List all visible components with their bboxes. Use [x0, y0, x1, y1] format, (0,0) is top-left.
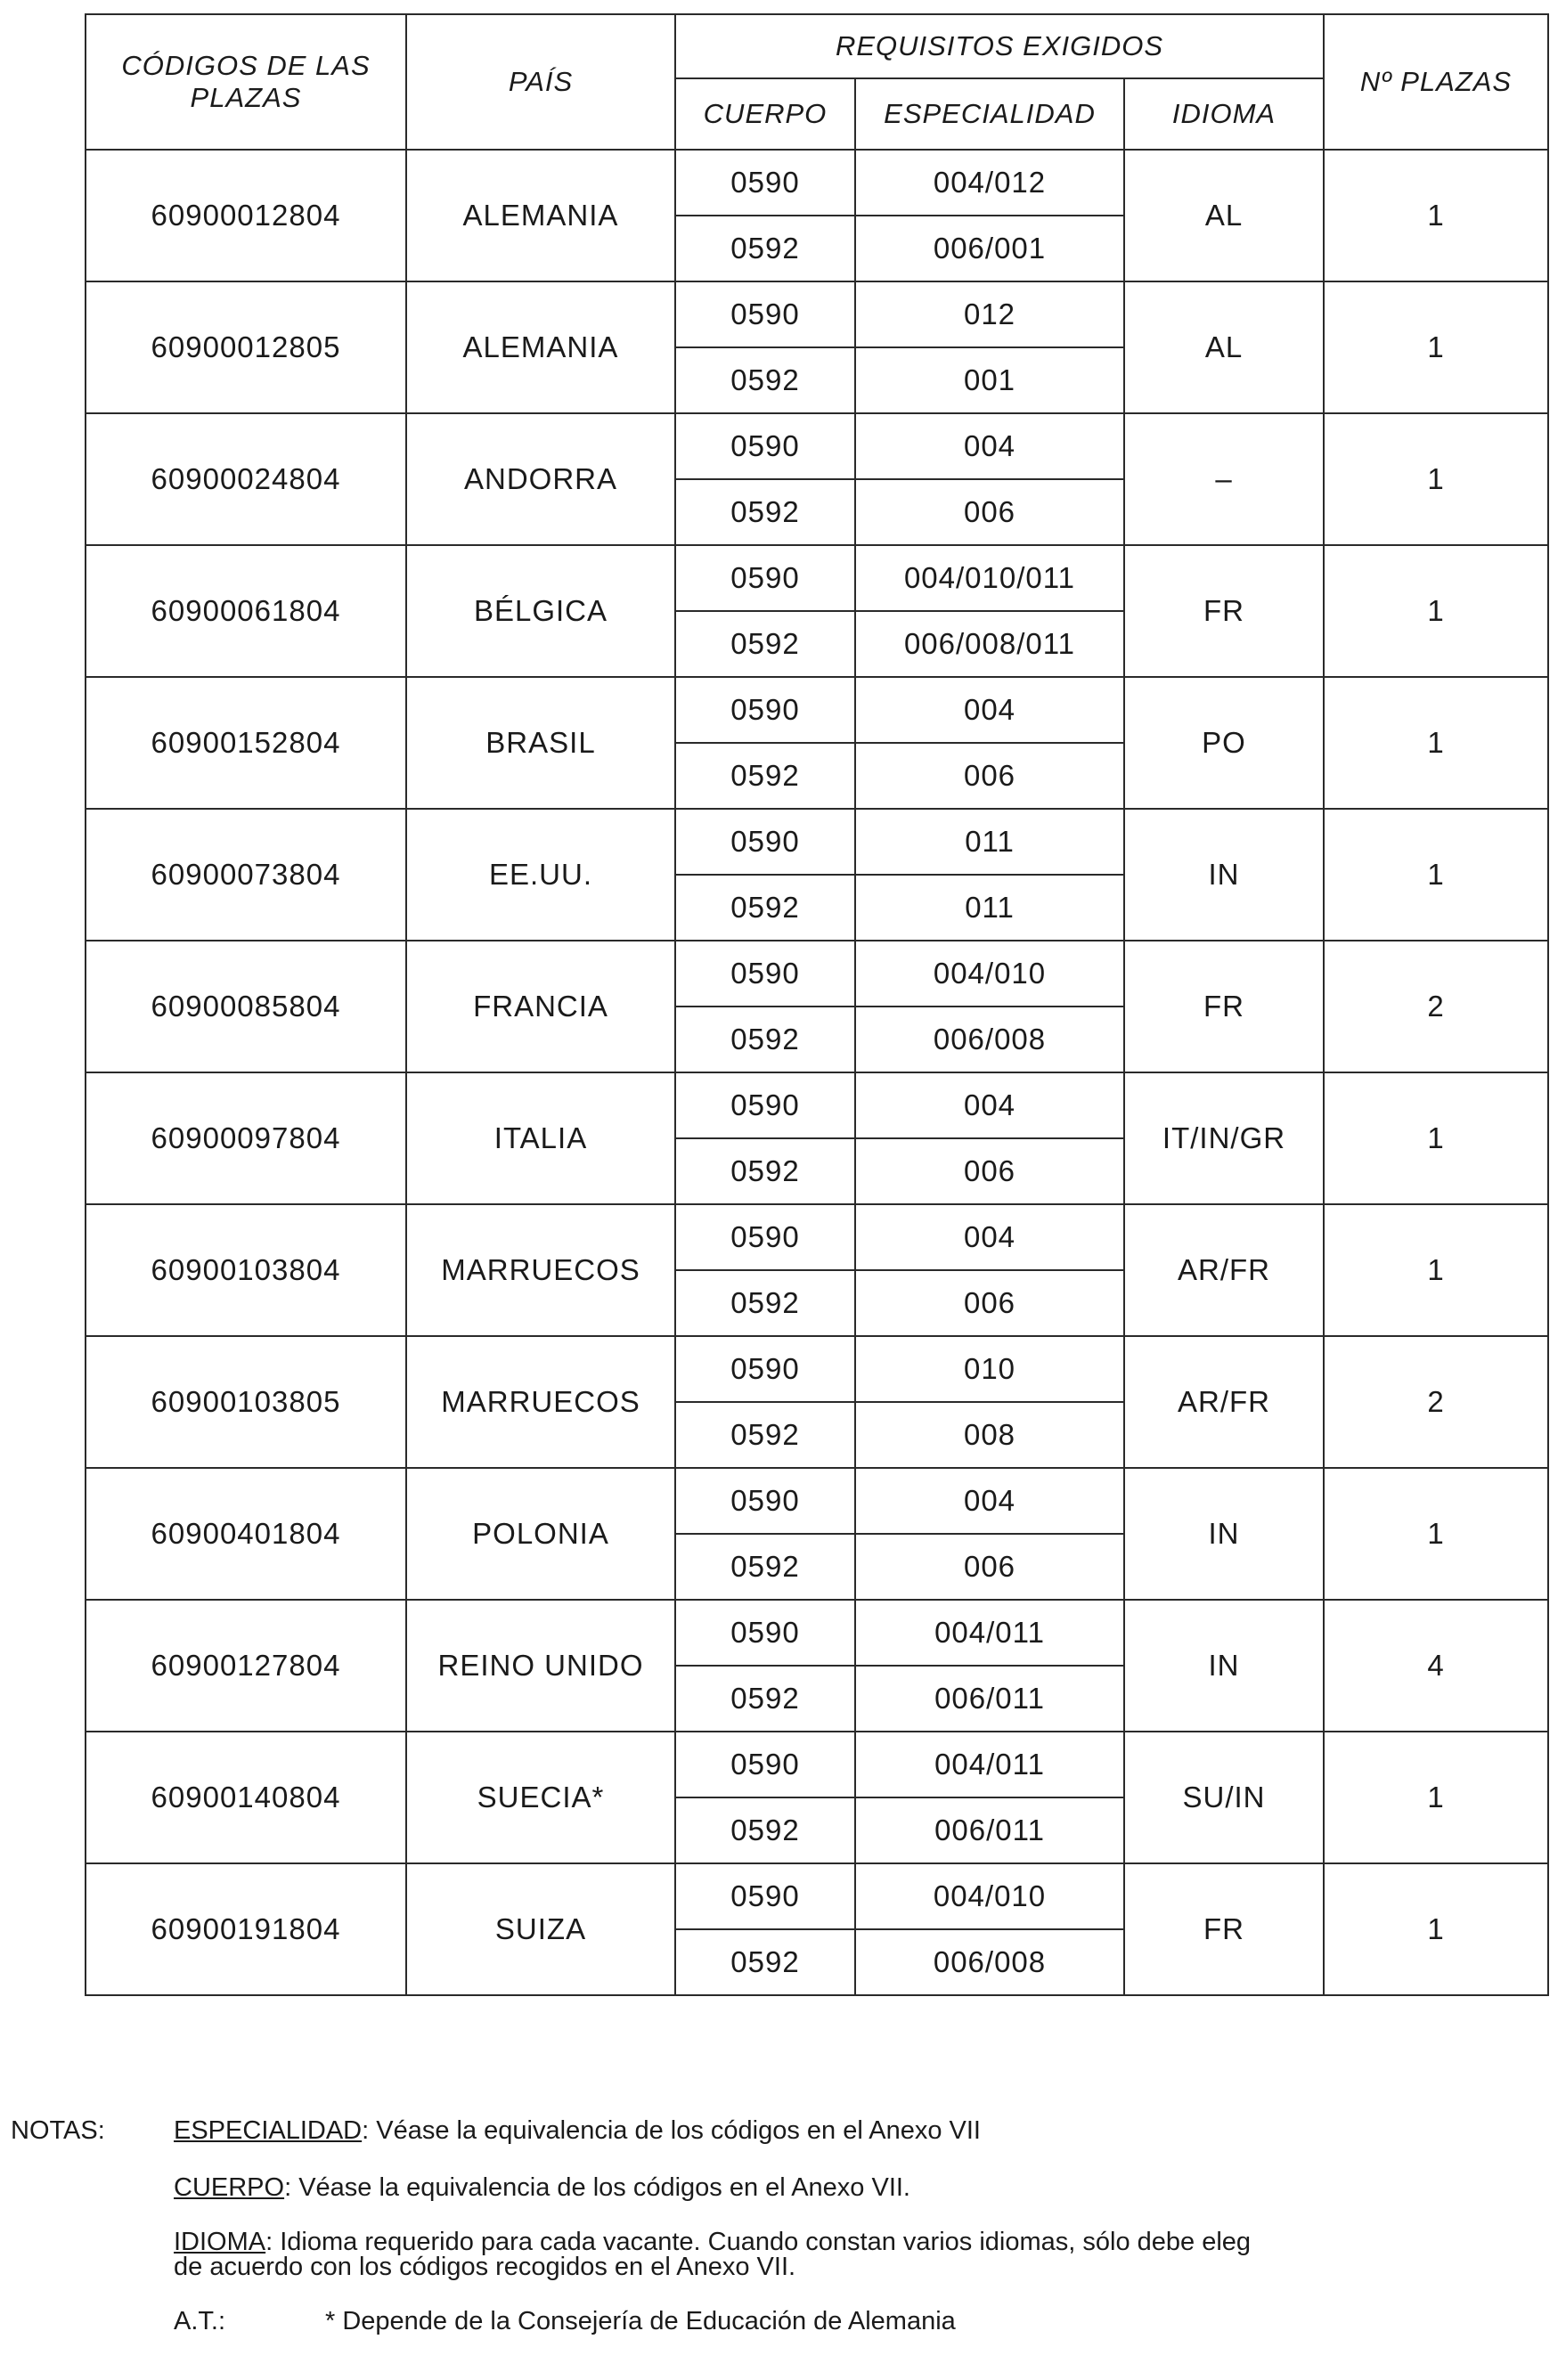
header-codes: CÓDIGOS DE LAS PLAZAS	[86, 14, 406, 150]
cell-corps: 0590	[675, 1732, 855, 1797]
cell-seats: 1	[1324, 809, 1548, 941]
cell-corps: 0592	[675, 1929, 855, 1995]
cell-country: BÉLGICA	[406, 545, 675, 677]
table-row	[86, 941, 1548, 1007]
table-row	[86, 413, 1548, 479]
cell-code: 60900127804	[86, 1600, 406, 1732]
cell-specialty: 001	[855, 347, 1124, 413]
cell-country: SUIZA	[406, 1863, 675, 1995]
header-corps: CUERPO	[675, 78, 855, 150]
cell-specialty: 011	[855, 809, 1124, 875]
cell-specialty: 011	[855, 875, 1124, 941]
cell-specialty: 004/010/011	[855, 545, 1124, 611]
cell-corps: 0590	[675, 1600, 855, 1666]
note-corps-term: CUERPO	[174, 2173, 285, 2202]
cell-code: 60900024804	[86, 413, 406, 545]
vacancies-table-body	[86, 150, 1548, 1995]
header-specialty: ESPECIALIDAD	[855, 78, 1124, 150]
cell-specialty: 006/008/011	[855, 611, 1124, 677]
cell-country: BRASIL	[406, 677, 675, 809]
cell-country: REINO UNIDO	[406, 1600, 675, 1732]
cell-code: 60900073804	[86, 809, 406, 941]
vacancies-table-container	[85, 13, 1547, 1996]
cell-corps: 0592	[675, 1797, 855, 1863]
note-language	[11, 2229, 1561, 2279]
cell-specialty: 004/010	[855, 941, 1124, 1007]
cell-seats: 1	[1324, 1732, 1548, 1863]
table-row	[86, 150, 1548, 216]
cell-language: FR	[1124, 545, 1324, 677]
cell-specialty: 004	[855, 1072, 1124, 1138]
cell-specialty: 004	[855, 413, 1124, 479]
cell-country: MARRUECOS	[406, 1204, 675, 1336]
note-corps-text: : Véase la equivalencia de los códigos en el Anexo VII.	[284, 2173, 910, 2202]
cell-specialty: 006/008	[855, 1929, 1124, 1995]
cell-corps: 0592	[675, 1138, 855, 1204]
cell-specialty: 006	[855, 1534, 1124, 1600]
cell-language: IN	[1124, 1600, 1324, 1732]
cell-corps: 0592	[675, 1402, 855, 1468]
cell-corps: 0590	[675, 150, 855, 216]
header-country: PAÍS	[406, 14, 675, 150]
note-language-text: : Idioma requerido para cada vacante. Cuando constan varios idiomas, sólo debe eleg de acuerdo con los códigos recogidos en el Anexo VII.	[174, 2228, 1252, 2281]
cell-corps: 0592	[675, 216, 855, 281]
cell-specialty: 006/008	[855, 1007, 1124, 1072]
cell-code: 60900061804	[86, 545, 406, 677]
cell-country: ANDORRA	[406, 413, 675, 545]
note-corps	[11, 2172, 1561, 2203]
cell-country: MARRUECOS	[406, 1336, 675, 1468]
header-seats: Nº PLAZAS	[1324, 14, 1548, 150]
cell-country: ITALIA	[406, 1072, 675, 1204]
cell-specialty: 008	[855, 1402, 1124, 1468]
cell-language: IT/IN/GR	[1124, 1072, 1324, 1204]
cell-specialty: 004	[855, 677, 1124, 743]
cell-specialty: 004/011	[855, 1732, 1124, 1797]
cell-seats: 1	[1324, 1468, 1548, 1600]
table-row	[86, 1600, 1548, 1666]
cell-code: 60900401804	[86, 1468, 406, 1600]
cell-code: 60900191804	[86, 1863, 406, 1995]
cell-country: POLONIA	[406, 1468, 675, 1600]
table-row	[86, 281, 1548, 347]
cell-code: 60900012804	[86, 150, 406, 281]
cell-seats: 1	[1324, 677, 1548, 809]
cell-corps: 0592	[675, 743, 855, 809]
cell-seats: 1	[1324, 1863, 1548, 1995]
table-row	[86, 1072, 1548, 1138]
notes-section	[11, 2115, 1561, 2363]
note-specialty-term: ESPECIALIDAD	[174, 2116, 363, 2145]
cell-code: 60900097804	[86, 1072, 406, 1204]
cell-corps: 0592	[675, 1666, 855, 1732]
table-row	[86, 1732, 1548, 1797]
vacancies-table	[85, 13, 1549, 1996]
cell-language: AL	[1124, 281, 1324, 413]
note-at-text: * Depende de la Consejería de Educación de Alemania	[325, 2307, 956, 2335]
cell-seats: 1	[1324, 150, 1548, 281]
table-row	[86, 1204, 1548, 1270]
cell-country: FRANCIA	[406, 941, 675, 1072]
cell-seats: 1	[1324, 413, 1548, 545]
cell-specialty: 004/011	[855, 1600, 1124, 1666]
cell-seats: 4	[1324, 1600, 1548, 1732]
cell-specialty: 004/010	[855, 1863, 1124, 1929]
cell-code: 60900103804	[86, 1204, 406, 1336]
cell-corps: 0590	[675, 413, 855, 479]
cell-corps: 0592	[675, 479, 855, 545]
note-language-term: IDIOMA	[174, 2228, 266, 2256]
cell-corps: 0592	[675, 1007, 855, 1072]
cell-corps: 0590	[675, 677, 855, 743]
cell-specialty: 006	[855, 1270, 1124, 1336]
cell-seats: 1	[1324, 1072, 1548, 1204]
cell-corps: 0590	[675, 1336, 855, 1402]
cell-language: AR/FR	[1124, 1336, 1324, 1468]
cell-seats: 1	[1324, 281, 1548, 413]
cell-seats: 2	[1324, 1336, 1548, 1468]
cell-language: FR	[1124, 941, 1324, 1072]
cell-country: ALEMANIA	[406, 150, 675, 281]
table-row	[86, 1468, 1548, 1534]
table-row	[86, 677, 1548, 743]
cell-corps: 0590	[675, 1468, 855, 1534]
cell-language: FR	[1124, 1863, 1324, 1995]
cell-country: SUECIA*	[406, 1732, 675, 1863]
note-at-label: A.T.:	[174, 2307, 226, 2335]
cell-corps: 0592	[675, 347, 855, 413]
note-at	[11, 2306, 1561, 2336]
cell-language: PO	[1124, 677, 1324, 809]
note-specialty	[11, 2115, 1561, 2146]
cell-corps: 0590	[675, 1072, 855, 1138]
cell-corps: 0590	[675, 1204, 855, 1270]
cell-specialty: 004	[855, 1204, 1124, 1270]
cell-language: IN	[1124, 809, 1324, 941]
cell-code: 60900140804	[86, 1732, 406, 1863]
table-row	[86, 545, 1548, 611]
cell-seats: 1	[1324, 1204, 1548, 1336]
header-requirements: REQUISITOS EXIGIDOS	[675, 14, 1324, 78]
note-specialty-text: : Véase la equivalencia de los códigos en el Anexo VII	[362, 2116, 981, 2145]
cell-language: IN	[1124, 1468, 1324, 1600]
cell-corps: 0590	[675, 809, 855, 875]
cell-corps: 0592	[675, 1534, 855, 1600]
cell-specialty: 004/012	[855, 150, 1124, 216]
cell-country: ALEMANIA	[406, 281, 675, 413]
cell-corps: 0590	[675, 281, 855, 347]
cell-specialty: 006/011	[855, 1666, 1124, 1732]
cell-specialty: 010	[855, 1336, 1124, 1402]
cell-language: AL	[1124, 150, 1324, 281]
cell-language: SU/IN	[1124, 1732, 1324, 1863]
cell-code: 60900152804	[86, 677, 406, 809]
notes-lead: NOTAS:	[11, 2116, 105, 2145]
cell-country: EE.UU.	[406, 809, 675, 941]
header-language: IDIOMA	[1124, 78, 1324, 150]
cell-code: 60900085804	[86, 941, 406, 1072]
cell-specialty: 006/011	[855, 1797, 1124, 1863]
cell-code: 60900012805	[86, 281, 406, 413]
table-row	[86, 1336, 1548, 1402]
cell-seats: 1	[1324, 545, 1548, 677]
cell-language: –	[1124, 413, 1324, 545]
cell-specialty: 006	[855, 479, 1124, 545]
cell-specialty: 006	[855, 743, 1124, 809]
cell-corps: 0592	[675, 1270, 855, 1336]
cell-corps: 0590	[675, 941, 855, 1007]
cell-corps: 0590	[675, 545, 855, 611]
cell-specialty: 006	[855, 1138, 1124, 1204]
cell-specialty: 004	[855, 1468, 1124, 1534]
cell-specialty: 012	[855, 281, 1124, 347]
cell-specialty: 006/001	[855, 216, 1124, 281]
table-row	[86, 1863, 1548, 1929]
cell-corps: 0590	[675, 1863, 855, 1929]
cell-corps: 0592	[675, 875, 855, 941]
cell-code: 60900103805	[86, 1336, 406, 1468]
cell-seats: 2	[1324, 941, 1548, 1072]
cell-language: AR/FR	[1124, 1204, 1324, 1336]
table-row	[86, 809, 1548, 875]
cell-corps: 0592	[675, 611, 855, 677]
